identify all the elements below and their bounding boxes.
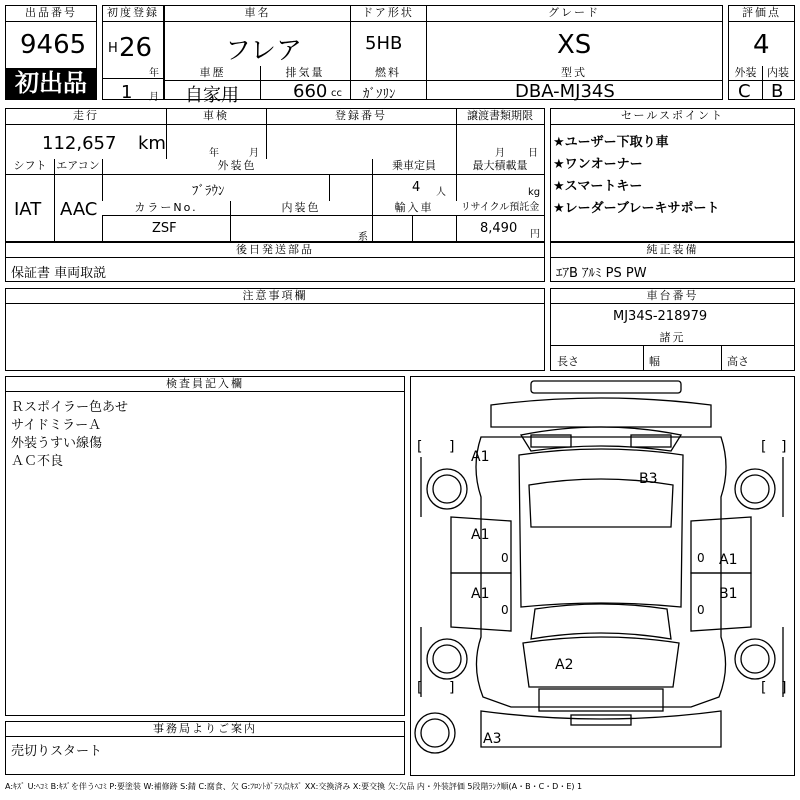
ext-grade: C <box>738 81 751 102</box>
model-code: DBA-MJ34S <box>515 81 615 102</box>
model-label: 型式 <box>426 66 722 81</box>
damage-tag: A1 <box>471 527 490 543</box>
notes-label: 注意事項欄 <box>6 289 544 304</box>
equipment-value: ｴｱB ｱﾙﾐ PS PW <box>556 266 647 281</box>
transfer-label: 譲渡書類期限 <box>456 109 544 125</box>
mileage-label: 走行 <box>6 109 166 125</box>
door-label: ドア形状 <box>350 6 426 22</box>
bracket: ] <box>449 439 455 455</box>
transfer-day-unit: 日 <box>528 148 538 159</box>
mileage-unit: km <box>138 133 166 154</box>
damage-tag: A1 <box>471 586 490 602</box>
sales-point: ★レーダーブレーキサポート <box>553 201 720 216</box>
mileage: 112,657 <box>42 133 117 154</box>
zero-mark: 0 <box>697 603 705 617</box>
sales-point: ★スマートキー <box>553 179 643 194</box>
sales-points-box <box>550 108 795 242</box>
lot-box <box>5 5 97 100</box>
displacement: 660 <box>293 81 328 102</box>
first-reg-label: 初度登録 <box>103 6 163 22</box>
int-label: 内装 <box>762 66 794 81</box>
damage-tag: B1 <box>719 586 738 602</box>
inspector-label: 検査員記入欄 <box>6 377 404 392</box>
header-main <box>164 5 723 106</box>
bracket: [ <box>417 680 423 696</box>
insp-month-unit: 月 <box>249 148 259 159</box>
zero-mark: 0 <box>697 551 705 565</box>
damage-tag: A1 <box>719 552 738 568</box>
damage-tag: A2 <box>555 657 574 673</box>
first-reg-month: 1 <box>121 82 133 103</box>
later-parts-box <box>5 242 545 282</box>
later-parts-value: 保証書 車両取説 <box>11 266 107 281</box>
sales-point: ★ワンオーナー <box>553 157 643 172</box>
transfer-month-unit: 月 <box>495 148 505 159</box>
color-number: ZSF <box>152 221 177 236</box>
damage-tag: B3 <box>639 471 658 487</box>
score-box <box>728 5 795 100</box>
fuel-label: 燃料 <box>350 66 426 81</box>
car-name: フレア <box>225 36 302 66</box>
notes-box <box>5 288 545 371</box>
intcolor-unit: 系 <box>358 232 368 243</box>
office-label: 事務局よりご案内 <box>6 722 404 737</box>
inspection-label: 車検 <box>166 109 266 125</box>
name-label: 車名 <box>165 6 350 22</box>
inspector-note: サイドミラーＡ <box>11 418 102 433</box>
later-parts-label: 後日発送部品 <box>6 243 544 258</box>
disp-label: 排気量 <box>260 66 350 81</box>
first-reg-year: 26 <box>119 33 153 63</box>
equipment-box <box>550 242 795 282</box>
score-value: 4 <box>753 30 770 60</box>
recycle-unit: 円 <box>530 229 540 240</box>
dims-label: 諸元 <box>551 331 794 346</box>
aircon: AAC <box>60 199 98 220</box>
zero-mark: 0 <box>501 603 509 617</box>
bracket: ] <box>781 439 787 455</box>
shift: IAT <box>14 199 42 220</box>
bracket: [ <box>761 680 767 696</box>
lot-number: 9465 <box>20 30 87 60</box>
sales-points-label: セールスポイント <box>551 109 794 125</box>
bracket: ] <box>449 680 455 696</box>
chassis-label: 車台番号 <box>551 289 794 304</box>
ac-label: エアコン <box>54 159 102 175</box>
capacity: 4 <box>412 180 421 195</box>
width-label: 幅 <box>649 355 660 368</box>
month-unit: 月 <box>149 92 159 103</box>
damage-tag: A1 <box>471 449 490 465</box>
grade: XS <box>557 30 592 60</box>
color-label: 外装色 <box>102 159 372 175</box>
inspector-note: Ｒスポイラー色あせ <box>11 400 129 415</box>
load-unit: kg <box>528 187 541 198</box>
office-box <box>5 721 405 775</box>
exterior-color: ﾌﾞﾗｳﾝ <box>192 184 225 199</box>
bracket: ] <box>781 680 787 696</box>
sales-point: ★ユーザー下取り車 <box>553 135 669 150</box>
bracket: [ <box>417 439 423 455</box>
inspector-note: ＡＣ不良 <box>11 454 64 469</box>
chassis-number: MJ34S-218979 <box>613 309 708 324</box>
door-type: 5HB <box>365 33 403 54</box>
lot-label: 出品番号 <box>6 6 96 22</box>
insp-year-unit: 年 <box>209 148 219 159</box>
load-label: 最大積載量 <box>456 159 544 175</box>
car-diagram <box>410 376 795 776</box>
length-label: 長さ <box>557 355 579 368</box>
first-listing-badge: 初出品 <box>6 68 96 99</box>
int-grade: B <box>771 81 784 102</box>
vehicle-history: 自家用 <box>185 85 239 106</box>
car-outline-icon <box>411 377 794 775</box>
recycle-label: リサイクル預託金 <box>456 201 544 216</box>
score-label: 評価点 <box>729 6 794 22</box>
shift-label: シフト <box>6 159 54 175</box>
plate-label: 登録番号 <box>266 109 456 125</box>
capacity-unit: 人 <box>436 187 446 198</box>
first-reg-box <box>102 5 164 103</box>
inspector-note: 外装うすい線傷 <box>11 436 103 451</box>
intcolor-label: 内装色 <box>230 201 372 216</box>
year-unit: 年 <box>149 68 159 79</box>
office-value: 売切りスタート <box>11 744 103 759</box>
zero-mark: 0 <box>501 551 509 565</box>
era: H <box>108 41 118 56</box>
history-label: 車歴 <box>165 66 260 81</box>
colorno-label: カラーNo. <box>102 201 230 216</box>
detail-box <box>5 108 545 242</box>
legend: A:ｷｽﾞ U:ﾍｺﾐ B:ｷｽﾞを伴うﾍｺﾐ P:要塗装 W:補修跡 S:錆 C:腐食、欠 G:ﾌﾛﾝﾄｶﾞﾗｽ点ｷｽﾞ XX:交換済み X:要交換 欠:欠品 内・外装評価 5段階ﾗﾝｸ順(A・B・C・D・E) 1 <box>5 782 583 791</box>
recycle-fee: 8,490 <box>480 221 518 236</box>
damage-tag: A3 <box>483 731 502 747</box>
disp-unit: cc <box>331 88 342 99</box>
fuel-type: ｶﾞｿﾘﾝ <box>363 87 396 102</box>
inspector-box <box>5 376 405 716</box>
bracket: [ <box>761 439 767 455</box>
ext-label: 外装 <box>729 66 762 81</box>
grade-label: グレード <box>426 6 722 22</box>
height-label: 高さ <box>727 355 749 368</box>
equipment-label: 純正装備 <box>551 243 794 258</box>
capacity-label: 乗車定員 <box>372 159 456 175</box>
import-label: 輸入車 <box>372 201 456 216</box>
chassis-box <box>550 288 795 371</box>
